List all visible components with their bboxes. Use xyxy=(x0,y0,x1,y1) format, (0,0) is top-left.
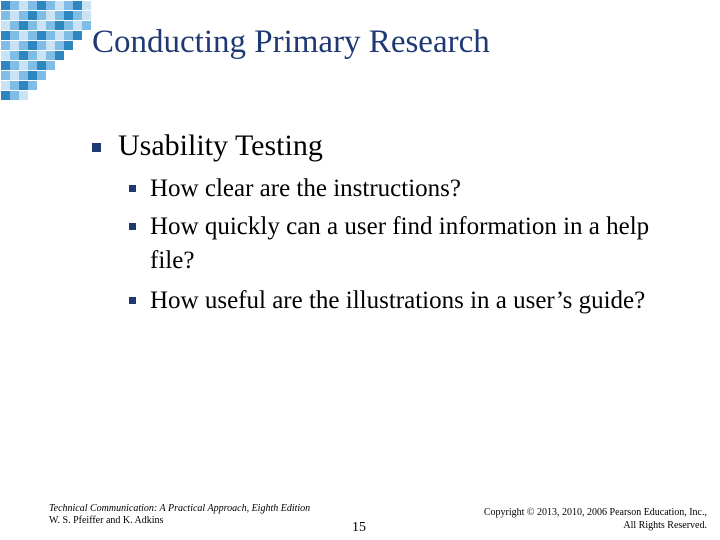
decorative-tile xyxy=(82,51,91,60)
decorative-tile xyxy=(37,61,46,70)
decorative-tile xyxy=(1,21,10,30)
slide-title: Conducting Primary Research xyxy=(92,24,490,60)
decorative-tile xyxy=(1,31,10,40)
decorative-tile xyxy=(1,11,10,20)
decorative-tile xyxy=(55,1,64,10)
decorative-tile xyxy=(82,71,91,80)
decorative-tile xyxy=(73,51,82,60)
decorative-tile xyxy=(82,11,91,20)
decorative-tile xyxy=(1,71,10,80)
decorative-tile xyxy=(46,61,55,70)
decorative-tile xyxy=(19,61,28,70)
decorative-tile xyxy=(37,81,46,90)
decorative-tile xyxy=(46,71,55,80)
decorative-tile xyxy=(1,1,10,10)
page-number: 15 xyxy=(352,520,366,535)
decorative-tile xyxy=(1,91,10,100)
decorative-tile xyxy=(37,1,46,10)
square-bullet-icon xyxy=(129,223,136,230)
decorative-tile xyxy=(28,61,37,70)
decorative-tile xyxy=(82,21,91,30)
decorative-tile xyxy=(55,71,64,80)
decorative-tile xyxy=(10,81,19,90)
decorative-tile xyxy=(19,81,28,90)
decorative-tile xyxy=(28,71,37,80)
main-bullet-text: Usability Testing xyxy=(118,129,323,162)
copyright-line-1: Copyright © 2013, 2010, 2006 Pearson Education, Inc., xyxy=(483,507,707,518)
decorative-tile xyxy=(82,61,91,70)
decorative-tile xyxy=(64,11,73,20)
decorative-tile xyxy=(73,21,82,30)
decorative-tile xyxy=(28,21,37,30)
decorative-tile xyxy=(73,61,82,70)
decorative-tile xyxy=(37,11,46,20)
decorative-tile xyxy=(73,11,82,20)
decorative-tile xyxy=(64,71,73,80)
decorative-tile xyxy=(1,81,10,90)
decorative-tile xyxy=(10,71,19,80)
square-bullet-icon xyxy=(129,185,136,192)
decorative-tile xyxy=(64,21,73,30)
footer-copyright xyxy=(484,506,707,532)
sub-bullet-text: How clear are the instructions? xyxy=(150,175,461,202)
decorative-tile xyxy=(10,21,19,30)
decorative-tile xyxy=(19,71,28,80)
decorative-tile xyxy=(64,91,73,100)
decorative-tile xyxy=(46,11,55,20)
decorative-tile xyxy=(55,81,64,90)
decorative-tile xyxy=(37,91,46,100)
decorative-tile xyxy=(46,91,55,100)
decorative-tile xyxy=(10,41,19,50)
decorative-tile xyxy=(19,91,28,100)
decorative-tile xyxy=(55,91,64,100)
decorative-tile xyxy=(10,61,19,70)
decorative-tile xyxy=(55,11,64,20)
decorative-tile xyxy=(10,31,19,40)
decorative-tile xyxy=(37,71,46,80)
decorative-tile xyxy=(28,81,37,90)
decorative-tile xyxy=(73,71,82,80)
decorative-tile xyxy=(37,21,46,30)
decorative-tile xyxy=(82,41,91,50)
decorative-tile xyxy=(10,1,19,10)
decorative-tile xyxy=(82,91,91,100)
decorative-tile xyxy=(19,41,28,50)
decorative-tile xyxy=(19,21,28,30)
decorative-tile xyxy=(1,61,10,70)
decorative-tile xyxy=(28,31,37,40)
decorative-tile xyxy=(64,31,73,40)
decorative-tile xyxy=(19,11,28,20)
footer-book-title: Technical Communication: A Practical Approach, Eighth Edition xyxy=(49,503,311,514)
decorative-tile xyxy=(64,41,73,50)
decorative-tile xyxy=(10,51,19,60)
decorative-tile xyxy=(28,41,37,50)
sub-bullet-text: How useful are the illustrations in a user’s guide? xyxy=(150,287,646,314)
decorative-tile xyxy=(28,51,37,60)
decorative-tile xyxy=(10,11,19,20)
decorative-tile xyxy=(37,41,46,50)
decorative-tile xyxy=(73,81,82,90)
square-bullet-icon xyxy=(129,297,136,304)
decorative-tile xyxy=(73,41,82,50)
decorative-tile xyxy=(55,41,64,50)
decorative-tile xyxy=(55,61,64,70)
decorative-tile xyxy=(19,1,28,10)
decorative-tile xyxy=(46,81,55,90)
decorative-tile xyxy=(64,1,73,10)
decorative-tile xyxy=(1,41,10,50)
decorative-tile xyxy=(55,31,64,40)
decorative-tile xyxy=(73,31,82,40)
decorative-tile xyxy=(1,51,10,60)
decorative-tile xyxy=(10,91,19,100)
decorative-tile-pattern xyxy=(0,0,90,102)
decorative-tile xyxy=(73,1,82,10)
footer-citation xyxy=(49,503,310,527)
decorative-tile xyxy=(46,51,55,60)
decorative-tile xyxy=(64,51,73,60)
decorative-tile xyxy=(46,21,55,30)
decorative-tile xyxy=(46,41,55,50)
decorative-tile xyxy=(28,91,37,100)
copyright-line-2: All Rights Reserved. xyxy=(623,520,707,531)
sub-bullet-text: How quickly can a user find information in a help file? xyxy=(150,213,650,274)
square-bullet-icon xyxy=(92,143,101,152)
decorative-tile xyxy=(28,11,37,20)
decorative-tile xyxy=(19,31,28,40)
decorative-tile xyxy=(37,51,46,60)
decorative-tile xyxy=(73,91,82,100)
decorative-tile xyxy=(19,51,28,60)
decorative-tile xyxy=(82,1,91,10)
decorative-tile xyxy=(82,81,91,90)
decorative-tile xyxy=(55,21,64,30)
decorative-tile xyxy=(46,31,55,40)
decorative-tile xyxy=(82,31,91,40)
decorative-tile xyxy=(64,61,73,70)
decorative-tile xyxy=(37,31,46,40)
footer-authors: W. S. Pfeiffer and K. Adkins xyxy=(49,515,164,526)
decorative-tile xyxy=(64,81,73,90)
decorative-tile xyxy=(55,51,64,60)
decorative-tile xyxy=(28,1,37,10)
decorative-tile xyxy=(46,1,55,10)
